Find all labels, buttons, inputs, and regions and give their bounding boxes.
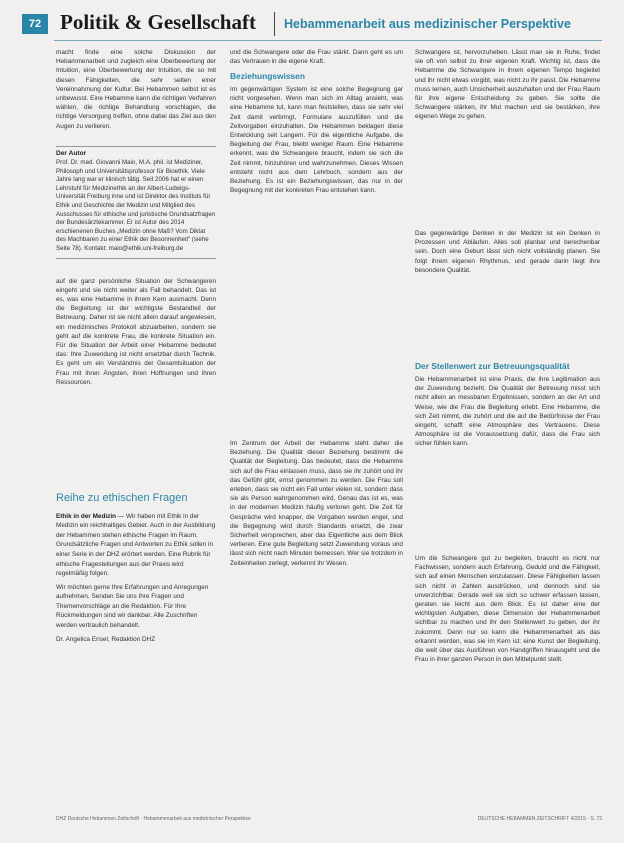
header-separator xyxy=(274,12,275,36)
author-bio: Prof. Dr. med. Giovanni Maio, M.A. phil. ist Mediziner, Philosoph und Universitätsprofessor für Bioethik. Viele Jahre lang war er klinisch tätig. Seit 2006 hat er einen Lehrstuhl für Medizinethik an der Albert-Ludwigs-Universität Freiburg inne und ist Direktor des Instituts für Ethik und Geschichte der Medizin und Mitglied des Ausschusses für ethische und juristische Grundsatzfragen der Bundesärztekammer. Er ist Autor des 2014 erschienenen Buches „Medizin ohne Maß? Vom Diktat des Machbaren zu einer Ethik der Besonnenheit“ (siehe Seite 78). Kontakt: maio@ethik.uni-freiburg.de xyxy=(56,159,216,252)
subheading: Der Stellenwert zur Betreuungsqualität xyxy=(415,361,570,371)
body-paragraph: Um die Schwangere gut zu begleiten, braucht es nicht nur Fachwissen, sondern auch Erfahrung, Geduld und die Fähigkeit, sich auf einen Menschen einzulassen. Diese Fähigkeiten lassen sich nicht in Zahlen ausdrücken, und dennoch sind sie unverzichtbar. Gerade weil sie sich so schwer erfassen lassen, geraten sie leicht aus dem Blick. Es ist daher eine der wichtigsten Aufgaben, diese Dimension der Hebammenarbeit sichtbar zu machen und ihr den Stellenwert zu geben, der ihr zukommt. Denn nur so kann die Hebammenarbeit als das erkannt werden, was sie im Kern ist: eine Kunst der Begleitung, die weit über das Ausführen von Handgriffen hinausgeht und die Frau in ihrer ganzen Person in den Mittelpunkt stellt. xyxy=(415,555,600,664)
page-footer xyxy=(56,816,602,822)
body-paragraph: Im gegenwärtigen System ist eine solche Begegnung gar nicht vorgesehen. Wenn man sich im Alltag ansieht, was eine Hebamme tut, kann man feststellen, dass sie sehr viel Zeit damit verbringt, Formulare auszufüllen und die Zeitvorgaben einzuhalten. Die Hebammen beklagen diese Entwicklung seit Langem. Für die eigentliche Aufgabe, die Begleitung der Frau, bleibt weniger Raum. Eine Hebamme erkennt, was die Schwangere braucht, indem sie sich die Zeit nimmt, hinzuhören und wahrzunehmen. Dieses Wissen entsteht nicht aus dem Lehrbuch, sondern aus der Beziehung. Es ist ein Beziehungswissen, das nur in der Begegnung mit der konkreten Frau entstehen kann. xyxy=(230,86,403,195)
series-box-bold: Ethik in der Medizin xyxy=(56,512,117,520)
series-box xyxy=(56,492,216,645)
footer-left: DHZ Deutsche Hebammen Zeitschrift · Hebammenarbeit aus medizinischer Perspektive xyxy=(56,816,251,822)
series-box-text-1: Wir haben mit Ethik in der Medizin ein reichhaltiges Gebiet. Auch in der Ausbildung der Hebammen stehen ethische Fragen im Raum. Grundsätzliche Fragen und Antworten zu Ethik sollen in einer Serie in der DHZ erörtert werden. Eine Rubrik für ethische Fragestellungen aus der Praxis wird regelmäßig folgen. xyxy=(56,512,216,578)
body-paragraph: macht finde eine solche Diskussion der Hebammenarbeit und zugleich eine Überbewertung der Intuition, eine Überbewertung der Intuition, die so mit diesen Fähigkeiten, die sehr selten einer Vereinnahmung der Kultur. Bei Hebammen selbst ist es unbewusst. Eine Hebamme kann die richtigen Verfahren wählen, die richtige Behandlung vorschlagen, die richtige Versorgung treffen, ohne dabei das Ziel aus den Augen zu verlieren. xyxy=(56,49,216,130)
body-paragraph: auf die ganz persönliche Situation der Schwangeren eingeht und sie nicht weiter als Fall behandelt. Das ist es, was eine Hebamme in ihrem Kern ausmacht. Denn die Begleitung ist der wichtigste Bestandteil der Betreuung. Daher ist sie nicht allein darauf angewiesen, ein medizinisches Protokoll abzuarbeiten, sondern sie geht auf die konkrete Frau, die konkrete Situation ein. Für die Situation der Arbeit einer Hebamme bedeutet das: Ihre Zuwendung ist nicht ersetzbar durch Technik. Es geht um ein Verständnis der Gesamtsituation der Frau mit ihren Ängsten, ihren Hoffnungen und ihren Ressourcen. xyxy=(56,277,216,386)
author-label: Der Autor xyxy=(56,150,87,157)
section-title: Politik & Gesellschaft xyxy=(60,10,256,34)
column-right xyxy=(415,48,600,788)
series-box-title: Reihe zu ethischen Fragen xyxy=(56,491,188,504)
column-middle xyxy=(230,48,403,793)
body-paragraph: Die Hebammenarbeit ist eine Praxis, die ihre Legitimation aus der Zuwendung bezieht. Die Qualität der Betreuung misst sich nicht allein an messbaren Ergebnissen, sondern an der Art und Weise, wie die Frau die Begleitung erlebt. Eine Hebamme, die sich Zeit nimmt, die zuhört und die auf die Bedürfnisse der Frau eingeht, schafft eine Atmosphäre des Vertrauens. Diese Atmosphäre ist die Voraussetzung dafür, dass die Frau sich sicher fühlen kann. xyxy=(415,376,600,448)
column-left xyxy=(56,48,216,648)
body-paragraph: und die Schwangere oder die Frau stärkt. Dann geht es um das Vertrauen in die eigene Kraft. xyxy=(230,49,403,66)
article-subtitle: Hebammenarbeit aus medizinischer Perspektive xyxy=(284,17,571,31)
subheading: Beziehungswissen xyxy=(230,71,305,81)
body-paragraph: Im Zentrum der Arbeit der Hebamme steht daher die Beziehung. Die Qualität dieser Beziehung bestimmt die Qualität der Begleitung. Das bedeutet, dass die Hebamme sich auf die Frau einlassen muss, dass sie ihr zuhört und ihr das Gefühl gibt, ernst genommen zu werden. Die Frau soll erleben, dass sie nicht ein Fall unter vielen ist, sondern dass sie als Person wahrgenommen wird. Genau das ist es, was in der modernen Medizin häufig verloren geht. Die Zeit für Gespräche wird knapper, die Vorgaben werden enger, und die Begegnung wird durch Standards ersetzt, die zwar Sicherheit versprechen, aber das Eigentliche aus dem Blick verlieren. Eine gute Begleitung setzt Zuwendung voraus und lässt sich nicht nach Minuten bemessen. Wer sie trotzdem in Zeiteinheiten zerlegt, verkennt ihr Wesen. xyxy=(230,440,403,567)
page-number: 72 xyxy=(22,14,48,34)
body-paragraph: Schwangere ist, hervorzuheben. Lässt man sie in Ruhe, findet sie oft von selbst zu ihrer eigenen Kraft. Wichtig ist, dass die Hebamme die Schwangere in ihrem eigenen Tempo begleitet und ihr nicht etwas vorgibt, was nicht zu ihr passt. Die Hebamme muss lernen, auch Unsicherheit auszuhalten und der Frau Raum für ihre eigene Entscheidung zu geben. Sie sollte die Schwangere stärken, ihr Mut machen und sie bestärken, ihre eigenen Wege zu gehen. xyxy=(415,49,600,121)
header-rule xyxy=(54,40,602,41)
series-box-signature: Dr. Angelica Ensel, Redaktion DHZ xyxy=(56,635,156,643)
series-box-text-2: Wir möchten gerne Ihre Erfahrungen und Anregungen aufnehmen. Senden Sie uns Ihre Fragen und Themenvorschläge an die Redaktion. Für Ihre Rückmeldungen sind wir dankbar. Alle Zuschriften werden vertraulich behandelt. xyxy=(56,583,209,630)
footer-right: DEUTSCHE HEBAMMEN ZEITSCHRIFT 4/2015 · S. 72 xyxy=(477,816,602,822)
series-box-text: Ethik in der Medizin — Wir haben mit Ethik in der Medizin ein reichhaltiges Gebiet. Auch in der Ausbildung der Hebammen stehen ethische Fragen im Raum. Grundsätzliche Fragen und Antworten zu Ethik sollen in einer Serie in der DHZ erörtert werden. Eine Rubrik für ethische Fragestellungen aus der Praxis wird regelmäßig folgen. xyxy=(56,512,216,578)
author-box xyxy=(56,146,216,259)
body-paragraph: Das gegenwärtige Denken in der Medizin ist ein Denken in Prozessen und Abläufen. Alles soll planbar und berechenbar sein. Doch eine Geburt lässt sich nicht vollständig planen. Sie folgt ihrem eigenen Rhythmus, und gerade darin liegt ihre besondere Qualität. xyxy=(415,230,600,274)
